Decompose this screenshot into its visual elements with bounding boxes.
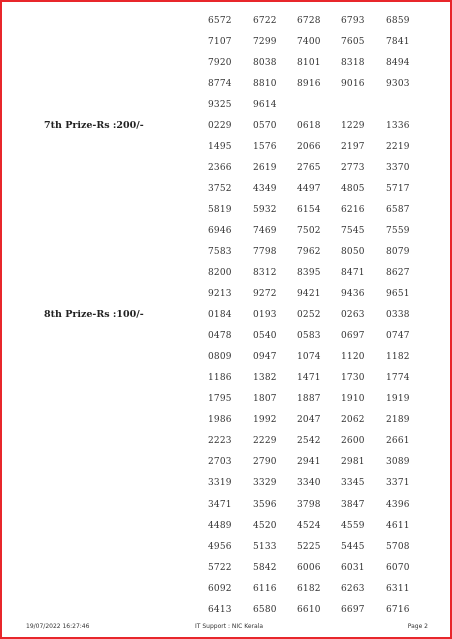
ticket-number: 6006 (297, 562, 321, 573)
result-row (2, 392, 452, 412)
ticket-number: 6572 (208, 16, 232, 26)
ticket-number: 7962 (297, 247, 321, 258)
result-row (2, 455, 452, 475)
ticket-number: 9651 (386, 289, 410, 300)
footer-page-number: Page 2 (407, 623, 428, 630)
ticket-number: 0193 (253, 310, 277, 321)
result-row (2, 350, 452, 370)
ticket-number: 1186 (208, 373, 232, 384)
ticket-number: 3319 (208, 478, 232, 489)
ticket-number: 7545 (341, 226, 365, 237)
ticket-number: 8200 (208, 268, 232, 279)
ticket-number: 6311 (386, 583, 410, 594)
ticket-number: 1910 (341, 394, 365, 405)
result-row (2, 582, 452, 602)
result-row (2, 603, 452, 623)
prize-label: 8th Prize-Rs :100/- (44, 309, 144, 321)
ticket-number: 3752 (208, 184, 232, 195)
ticket-number: 2765 (297, 163, 321, 174)
ticket-number: 8101 (297, 58, 321, 68)
ticket-number: 8494 (386, 58, 410, 68)
ticket-number: 6154 (297, 205, 321, 216)
ticket-number: 6697 (341, 604, 365, 615)
footer-support: IT Support : NIC Kerala (195, 623, 264, 630)
ticket-number: 7502 (297, 226, 321, 237)
ticket-number: 5722 (208, 562, 232, 573)
result-row (2, 35, 452, 55)
ticket-number: 6580 (253, 604, 277, 615)
ticket-number: 4396 (386, 499, 410, 510)
ticket-number: 0184 (208, 310, 232, 321)
ticket-number: 3370 (386, 163, 410, 174)
page-footer (2, 623, 452, 635)
result-row (2, 182, 452, 202)
ticket-number: 0570 (253, 121, 277, 132)
ticket-number: 6263 (341, 583, 365, 594)
ticket-number: 8038 (253, 58, 277, 68)
result-row (2, 245, 452, 265)
ticket-number: 2981 (341, 457, 365, 468)
result-row (2, 203, 452, 223)
ticket-number: 4349 (253, 184, 277, 195)
ticket-number: 2703 (208, 457, 232, 468)
ticket-number: 4489 (208, 520, 232, 531)
ticket-number: 6722 (253, 16, 277, 26)
ticket-number: 9272 (253, 289, 277, 300)
result-row (2, 77, 452, 97)
result-row (2, 119, 452, 139)
result-row (2, 224, 452, 244)
ticket-number: 0229 (208, 121, 232, 132)
result-row (2, 498, 452, 518)
ticket-number: 7583 (208, 247, 232, 258)
result-row (2, 540, 452, 560)
ticket-number: 2661 (386, 436, 410, 447)
result-row (2, 266, 452, 286)
ticket-number: 1229 (341, 121, 365, 132)
ticket-number: 7605 (341, 37, 365, 47)
ticket-number: 6413 (208, 604, 232, 615)
ticket-number: 1120 (341, 352, 365, 363)
ticket-number: 6116 (253, 583, 277, 594)
ticket-number: 2941 (297, 457, 321, 468)
ticket-number: 2189 (386, 415, 410, 426)
prize-label: 7th Prize-Rs :200/- (44, 120, 144, 132)
ticket-number: 1471 (297, 373, 321, 384)
ticket-number: 3596 (253, 499, 277, 510)
ticket-number: 3847 (341, 499, 365, 510)
ticket-number: 6728 (297, 16, 321, 26)
ticket-number: 5225 (297, 541, 321, 552)
ticket-number: 5842 (253, 562, 277, 573)
ticket-number: 0809 (208, 352, 232, 363)
ticket-number: 4805 (341, 184, 365, 195)
ticket-number: 3329 (253, 478, 277, 489)
ticket-number: 9016 (341, 79, 365, 90)
ticket-number: 7469 (253, 226, 277, 237)
ticket-number: 8774 (208, 79, 232, 90)
ticket-number: 1495 (208, 142, 232, 153)
ticket-number: 4524 (297, 520, 321, 531)
ticket-number: 7920 (208, 58, 232, 68)
ticket-number: 5932 (253, 205, 277, 216)
ticket-number: 1795 (208, 394, 232, 405)
ticket-number: 1182 (386, 352, 410, 363)
result-row (2, 308, 452, 328)
ticket-number: 3798 (297, 499, 321, 510)
result-row (2, 14, 452, 34)
ticket-number: 1730 (341, 373, 365, 384)
footer-timestamp: 19/07/2022 16:27:46 (26, 623, 90, 630)
ticket-number: 7299 (253, 37, 277, 47)
result-row (2, 519, 452, 539)
ticket-number: 2600 (341, 436, 365, 447)
ticket-number: 3471 (208, 499, 232, 510)
ticket-number: 2366 (208, 163, 232, 174)
ticket-number: 7107 (208, 37, 232, 47)
ticket-number: 8050 (341, 247, 365, 258)
ticket-number: 1992 (253, 415, 277, 426)
ticket-number: 7798 (253, 247, 277, 258)
ticket-number: 6587 (386, 205, 410, 216)
ticket-number: 9303 (386, 79, 410, 90)
ticket-number: 6031 (341, 562, 365, 573)
ticket-number: 1576 (253, 142, 277, 153)
result-row (2, 140, 452, 160)
ticket-number: 7400 (297, 37, 321, 47)
ticket-number: 6859 (386, 16, 410, 26)
ticket-number: 9436 (341, 289, 365, 300)
ticket-number: 7559 (386, 226, 410, 237)
ticket-number: 2197 (341, 142, 365, 153)
ticket-number: 1336 (386, 121, 410, 132)
ticket-number: 2229 (253, 436, 277, 447)
result-row (2, 56, 452, 76)
ticket-number: 1887 (297, 394, 321, 405)
result-row (2, 561, 452, 581)
ticket-number: 8627 (386, 268, 410, 279)
ticket-number: 2619 (253, 163, 277, 174)
ticket-number: 5708 (386, 541, 410, 552)
ticket-number: 2066 (297, 142, 321, 153)
ticket-number: 2223 (208, 436, 232, 447)
ticket-number: 9421 (297, 289, 321, 300)
ticket-number: 8312 (253, 268, 277, 279)
ticket-number: 2773 (341, 163, 365, 174)
ticket-number: 6182 (297, 583, 321, 594)
result-row (2, 371, 452, 391)
result-row (2, 476, 452, 496)
ticket-number: 0697 (341, 331, 365, 342)
ticket-number: 0947 (253, 352, 277, 363)
ticket-number: 6610 (297, 604, 321, 615)
ticket-number: 2062 (341, 415, 365, 426)
ticket-number: 9213 (208, 289, 232, 300)
ticket-number: 2047 (297, 415, 321, 426)
ticket-number: 4520 (253, 520, 277, 531)
ticket-number: 5445 (341, 541, 365, 552)
ticket-number: 5133 (253, 541, 277, 552)
ticket-number: 8318 (341, 58, 365, 68)
ticket-number: 6070 (386, 562, 410, 573)
ticket-number: 8471 (341, 268, 365, 279)
ticket-number: 1807 (253, 394, 277, 405)
ticket-number: 3371 (386, 478, 410, 489)
ticket-number: 0618 (297, 121, 321, 132)
ticket-number: 4497 (297, 184, 321, 195)
ticket-number: 7841 (386, 37, 410, 47)
ticket-number: 3089 (386, 457, 410, 468)
ticket-number: 6793 (341, 16, 365, 26)
ticket-number: 0583 (297, 331, 321, 342)
ticket-number: 0478 (208, 331, 232, 342)
ticket-number: 8810 (253, 79, 277, 90)
ticket-number: 1382 (253, 373, 277, 384)
ticket-number: 4956 (208, 541, 232, 552)
ticket-number: 8916 (297, 79, 321, 90)
ticket-number: 3340 (297, 478, 321, 489)
ticket-number: 1919 (386, 394, 410, 405)
ticket-number: 2542 (297, 436, 321, 447)
ticket-number: 9614 (253, 100, 277, 111)
ticket-number: 2219 (386, 142, 410, 153)
result-row (2, 413, 452, 433)
ticket-number: 6716 (386, 604, 410, 615)
ticket-number: 8395 (297, 268, 321, 279)
ticket-number: 0263 (341, 310, 365, 321)
ticket-number: 5717 (386, 184, 410, 195)
result-row (2, 287, 452, 307)
ticket-number: 4559 (341, 520, 365, 531)
ticket-number: 4611 (386, 520, 410, 531)
ticket-number: 0338 (386, 310, 410, 321)
result-row (2, 98, 452, 118)
ticket-number: 8079 (386, 247, 410, 258)
ticket-number: 5819 (208, 205, 232, 216)
ticket-number: 0540 (253, 331, 277, 342)
ticket-number: 3345 (341, 478, 365, 489)
ticket-number: 6216 (341, 205, 365, 216)
result-row (2, 434, 452, 454)
ticket-number: 1986 (208, 415, 232, 426)
ticket-number: 2790 (253, 457, 277, 468)
result-row (2, 161, 452, 181)
ticket-number: 0252 (297, 310, 321, 321)
ticket-number: 6946 (208, 226, 232, 237)
ticket-number: 1074 (297, 352, 321, 363)
result-row (2, 329, 452, 349)
ticket-number: 0747 (386, 331, 410, 342)
ticket-number: 1774 (386, 373, 410, 384)
ticket-number: 9325 (208, 100, 232, 111)
ticket-number: 6092 (208, 583, 232, 594)
